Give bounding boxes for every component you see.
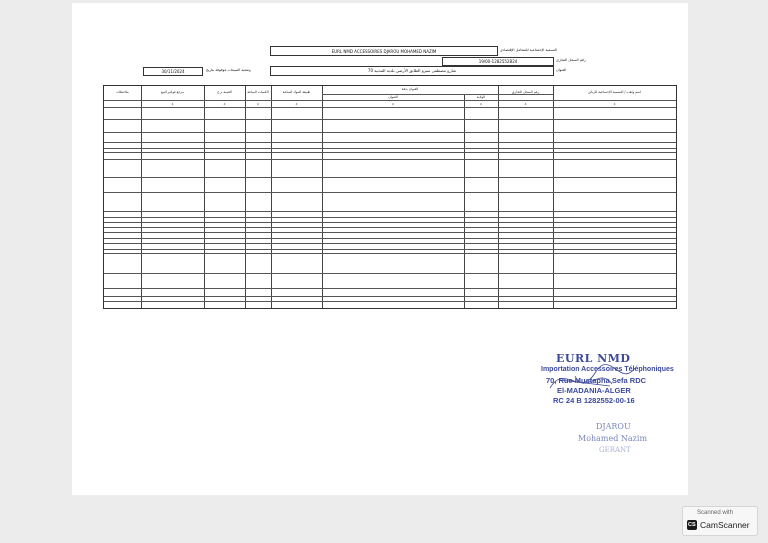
table-row (104, 273, 676, 274)
col-divider (464, 94, 465, 308)
company-name-box (270, 46, 498, 56)
address-label: العنوان (556, 68, 567, 72)
table-row (104, 119, 676, 120)
date-value: 30/11/2024 (161, 69, 185, 74)
stamp-line-4: El-MADANIA-ALGER (557, 386, 631, 395)
stamp-line-3: 70, Rue Mustapha Sefa RDC (546, 376, 647, 385)
stamp-line-5: RC 24 B 1282552-00-16 (553, 396, 635, 405)
marker-line (104, 107, 676, 108)
column-marker: ٥ (223, 101, 226, 106)
table-row (104, 301, 676, 302)
register-box (442, 57, 554, 66)
table-row (104, 288, 676, 289)
header-invoice-ref: مرجع فواتير البيع (160, 90, 185, 94)
header-material: طبيعة المواد المباعة (282, 90, 311, 94)
signature-name: DJAROU (596, 422, 631, 431)
company-label: التسمية الإجتماعية للمتعامل الإقتصادي (500, 48, 557, 52)
table-row (104, 222, 676, 223)
signature-scribble (540, 358, 660, 403)
table-row (104, 192, 676, 193)
company-name: EURL NMD ACCESSOIRES DJAROU MOHAMED NAZIM (331, 48, 437, 54)
stamp-line-1: EURL NMD (556, 352, 631, 365)
table-row (104, 232, 676, 233)
column-marker: ٥ (613, 101, 616, 106)
table-row (104, 243, 676, 244)
table-row (104, 238, 676, 239)
scanned-with-text: Scanned with (697, 510, 734, 516)
column-marker: ٥ (392, 101, 394, 106)
camscanner-logo-icon: CS (687, 520, 697, 530)
header-address: العنوان بدقة (401, 87, 419, 91)
header-value: القيمة م ح (217, 90, 232, 94)
address-value: 70 شارع مصطفى سيرو الطابق الأرضي بلدية المدنية (367, 68, 457, 73)
table-row (104, 217, 676, 218)
table-row (104, 159, 676, 160)
stamp-line-2: Importation Accessoires Téléphoniques (541, 366, 674, 373)
header-register: رقم السجل التجاري (511, 90, 540, 94)
date-label: وضعية المبيعات موقوفة بتاريخ (206, 68, 251, 72)
sales-table (103, 85, 677, 309)
table-row (104, 249, 676, 250)
table-row (104, 152, 676, 153)
signature-role: GERANT (599, 446, 631, 454)
date-box (143, 67, 203, 76)
column-marker: ٥ (295, 101, 298, 106)
header-client: اسم ولقب / التسمية الإجتماعية للزبائن (588, 90, 641, 94)
column-marker: ٥ (480, 101, 482, 106)
camscanner-watermark (682, 506, 758, 536)
table-row (104, 132, 676, 133)
header-quantity: الكميات المباعة (247, 90, 269, 94)
signature-full: Mohamed Nazim (578, 434, 648, 443)
header-address-wilaya: الولاية (476, 95, 486, 99)
camscanner-brand: CamScanner (700, 520, 750, 530)
table-row (104, 142, 676, 143)
table-row (104, 177, 676, 178)
table-row (104, 227, 676, 228)
table-row (104, 148, 676, 149)
header-remarks: ملاحظات (116, 90, 129, 94)
column-marker: ٥ (524, 101, 527, 106)
address-box (270, 66, 554, 76)
column-marker: ٥ (257, 101, 259, 106)
register-number: 19/00-1282552B24 (478, 59, 518, 64)
table-row (104, 296, 676, 297)
header-address-street: العنوان (388, 95, 398, 99)
table-row (104, 253, 676, 254)
register-label: رقم السجل التجاري (556, 58, 586, 62)
table-row (104, 211, 676, 212)
column-marker: ٥ (171, 101, 174, 106)
